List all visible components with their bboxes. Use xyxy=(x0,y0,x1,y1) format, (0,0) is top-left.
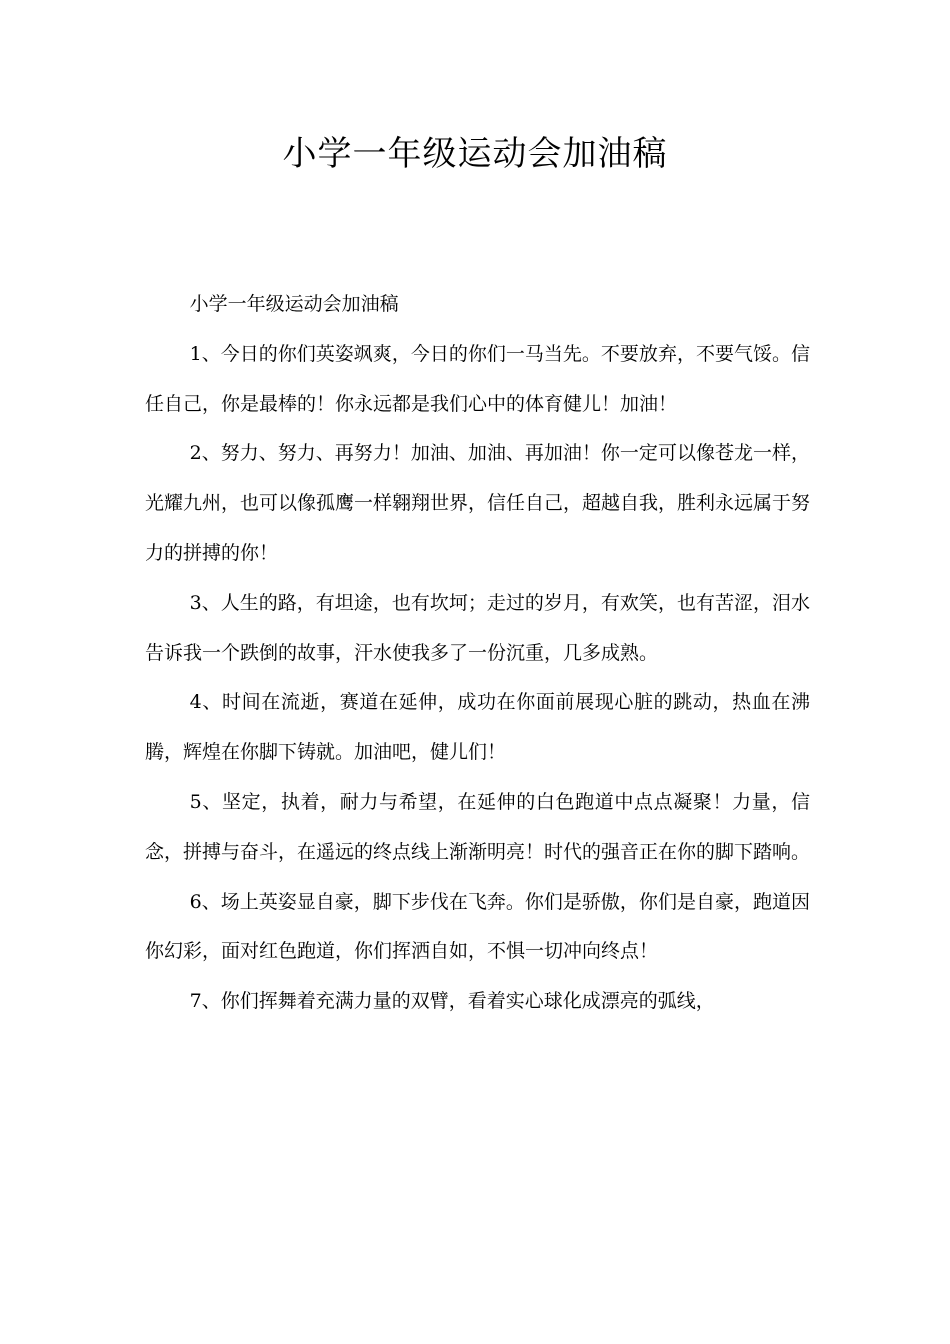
paragraph-5: 5、坚定，执着，耐力与希望，在延伸的白色跑道中点点凝聚！力量，信念，拼搏与奋斗，在遥远的终点线上渐渐明亮！时代的强音正在你的脚下踏响。 xyxy=(145,790,811,863)
paragraph-1: 1、今日的你们英姿飒爽，今日的你们一马当先。不要放弃，不要气馁。信任自己，你是最棒的！你永远都是我们心中的体育健儿！加油！ xyxy=(145,342,810,415)
paragraph-6: 6、场上英姿显自豪，脚下步伐在飞奔。你们是骄傲，你们是自豪，跑道因你幻彩，面对红色跑道，你们挥洒自如，不惧一切冲向终点！ xyxy=(145,890,810,963)
paragraph-2: 2、努力、努力、再努力！加油、加油、再加油！你一定可以像苍龙一样，光耀九州，也可以像孤鹰一样翱翔世界，信任自己，超越自我，胜利永远属于努力的拼搏的你！ xyxy=(145,442,811,564)
document-title: 小学一年级运动会加油稿 xyxy=(282,134,668,174)
document-body xyxy=(145,280,810,1027)
subtitle-paragraph: 小学一年级运动会加油稿 xyxy=(189,293,399,315)
paragraph-7: 7、你们挥舞着充满力量的双臂，看着实心球化成漂亮的弧线， xyxy=(189,990,715,1013)
paragraph-4: 4、时间在流逝，赛道在延伸，成功在你面前展现心脏的跳动，热血在沸腾，辉煌在你脚下铸就。加油吧，健儿们！ xyxy=(145,691,810,764)
paragraph-3: 3、人生的路，有坦途，也有坎坷；走过的岁月，有欢笑，也有苦涩，泪水告诉我一个跌倒的故事，汗水使我多了一份沉重，几多成熟。 xyxy=(145,591,810,664)
